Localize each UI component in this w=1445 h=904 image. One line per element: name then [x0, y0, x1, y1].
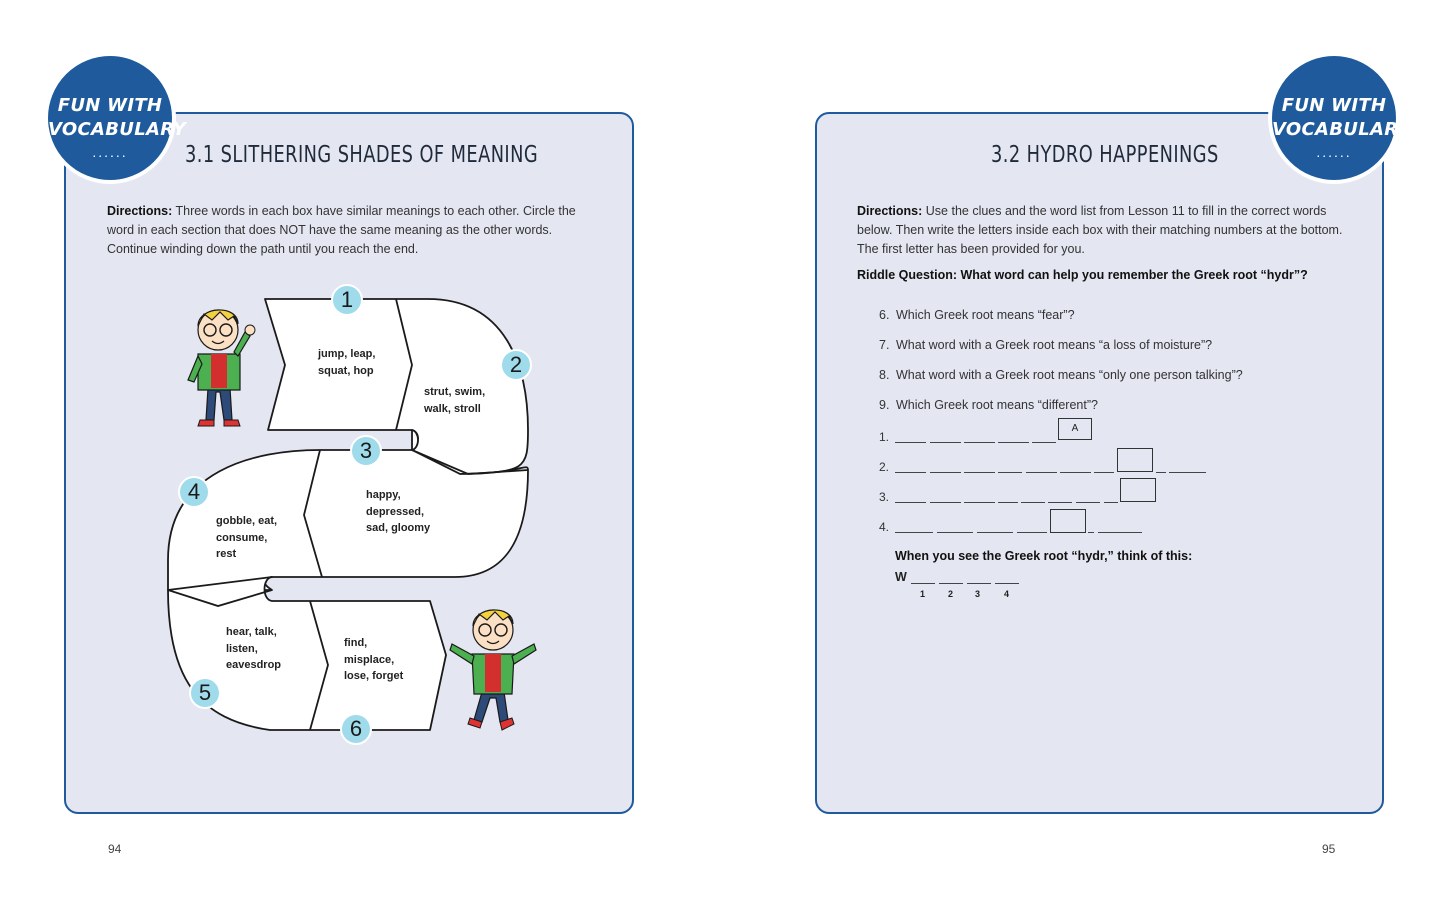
riddle-number-1: 1	[920, 589, 926, 599]
letter-blank[interactable]	[964, 502, 995, 503]
cartoon-boy-jumping-illustration	[446, 600, 540, 736]
page-number-right: 95	[1322, 842, 1336, 856]
letter-blank[interactable]	[998, 442, 1029, 443]
clue-item: 6. Which Greek root means “fear”?	[879, 308, 1075, 322]
section-number-6: 6	[340, 713, 372, 745]
answer-row-label-1: 1.	[879, 430, 890, 444]
letter-blank[interactable]	[998, 502, 1018, 503]
letter-box-3[interactable]	[1120, 478, 1156, 502]
directions-label: Directions:	[857, 204, 923, 218]
letter-blank[interactable]	[1032, 442, 1056, 443]
answer-row-label-3: 3.	[879, 490, 890, 504]
letter-blank[interactable]	[895, 502, 926, 503]
riddle-blank-2[interactable]	[939, 583, 963, 584]
riddle-blank-3[interactable]	[967, 583, 991, 584]
letter-blank[interactable]	[1017, 532, 1047, 533]
letter-blank[interactable]	[895, 532, 933, 533]
badge-dots: ......	[92, 144, 128, 160]
letter-blank[interactable]	[895, 472, 926, 473]
letter-blank[interactable]	[895, 442, 926, 443]
letter-blank[interactable]	[1098, 532, 1142, 533]
letter-blank[interactable]	[930, 502, 961, 503]
riddle-question: Riddle Question: What word can help you remember the Greek root “hydr”?	[857, 268, 1308, 282]
fun-with-vocabulary-badge	[1268, 52, 1411, 184]
letter-blank[interactable]	[930, 442, 961, 443]
directions-text: Three words in each box have similar meanings to each other. Circle the word in each section that does NOT have the same meaning as the other words. Continue winding down the path until you reach the end.	[107, 204, 576, 256]
directions	[857, 202, 1352, 259]
letter-blank[interactable]	[977, 532, 1013, 533]
hydr-prompt: When you see the Greek root “hydr,” think of this:	[895, 549, 1193, 563]
badge-line1: FUN WITH	[57, 95, 163, 116]
riddle-start-letter: W	[895, 570, 907, 584]
letter-blank[interactable]	[1076, 502, 1100, 503]
letter-blank[interactable]	[1169, 472, 1206, 473]
page-number-left: 94	[108, 842, 122, 856]
section-6-words: find, misplace, lose, forget	[344, 637, 404, 682]
section-number-2: 2	[500, 349, 532, 381]
letter-blank[interactable]	[1094, 472, 1114, 473]
riddle-number-2: 2	[948, 589, 954, 599]
riddle-number-3: 3	[975, 589, 981, 599]
riddle-blank-1[interactable]	[911, 583, 935, 584]
answer-row-label-2: 2.	[879, 460, 890, 474]
section-number-5: 5	[189, 677, 221, 709]
badge-dots: ......	[1316, 144, 1352, 160]
letter-box-1[interactable]: A	[1058, 418, 1092, 440]
section-3-words: happy, depressed, sad, gloomy	[366, 489, 431, 534]
section-4-words: gobble, eat, consume, rest	[216, 515, 278, 560]
clue-item: 8. What word with a Greek root means “only one person talking”?	[879, 368, 1243, 382]
answer-row-label-4: 4.	[879, 520, 890, 534]
section-number-4: 4	[178, 476, 210, 508]
cartoon-boy-pointing-illustration	[180, 296, 260, 430]
letter-box-4[interactable]	[1050, 509, 1086, 533]
riddle-number-4: 4	[1004, 589, 1010, 599]
letter-blank[interactable]	[1156, 472, 1166, 473]
letter-blank[interactable]	[1021, 502, 1045, 503]
section-number-1: 1	[331, 284, 363, 316]
path-segment-top	[265, 299, 528, 474]
riddle-blank-4[interactable]	[995, 583, 1019, 584]
letter-blank[interactable]	[930, 472, 961, 473]
section-5-words: hear, talk, listen, eavesdrop	[226, 626, 282, 671]
letter-blank[interactable]	[1026, 472, 1057, 473]
letter-blank[interactable]	[937, 532, 973, 533]
letter-blank[interactable]	[1088, 532, 1094, 533]
badge-line2: VOCABULARY	[1272, 119, 1411, 140]
page-title: 3.1 SLITHERING SHADES OF MEANING	[185, 142, 539, 168]
letter-blank[interactable]	[964, 442, 995, 443]
badge-line2: VOCABULARY	[48, 119, 187, 140]
badge-line1: FUN WITH	[1281, 95, 1387, 116]
letter-blank[interactable]	[998, 472, 1022, 473]
letter-blank[interactable]	[1104, 502, 1118, 503]
page-title: 3.2 HYDRO HAPPENINGS	[991, 142, 1219, 168]
clue-item: 7. What word with a Greek root means “a loss of moisture”?	[879, 338, 1213, 352]
letter-blank[interactable]	[964, 472, 995, 473]
letter-box-2[interactable]	[1117, 448, 1153, 472]
directions-text: Use the clues and the word list from Lesson 11 to fill in the correct words below. Then write the letters inside each box with their matching numbers at the bottom. The first letter has been provided for you.	[857, 204, 1343, 256]
letter-blank[interactable]	[1060, 472, 1091, 473]
section-2-words: strut, swim, walk, stroll	[424, 386, 486, 415]
section-number-3: 3	[350, 435, 382, 467]
clue-item: 9. Which Greek root means “different”?	[879, 398, 1098, 412]
directions-label: Directions:	[107, 204, 173, 218]
letter-blank[interactable]	[1048, 502, 1072, 503]
section-1-words: jump, leap, squat, hop	[318, 348, 376, 377]
